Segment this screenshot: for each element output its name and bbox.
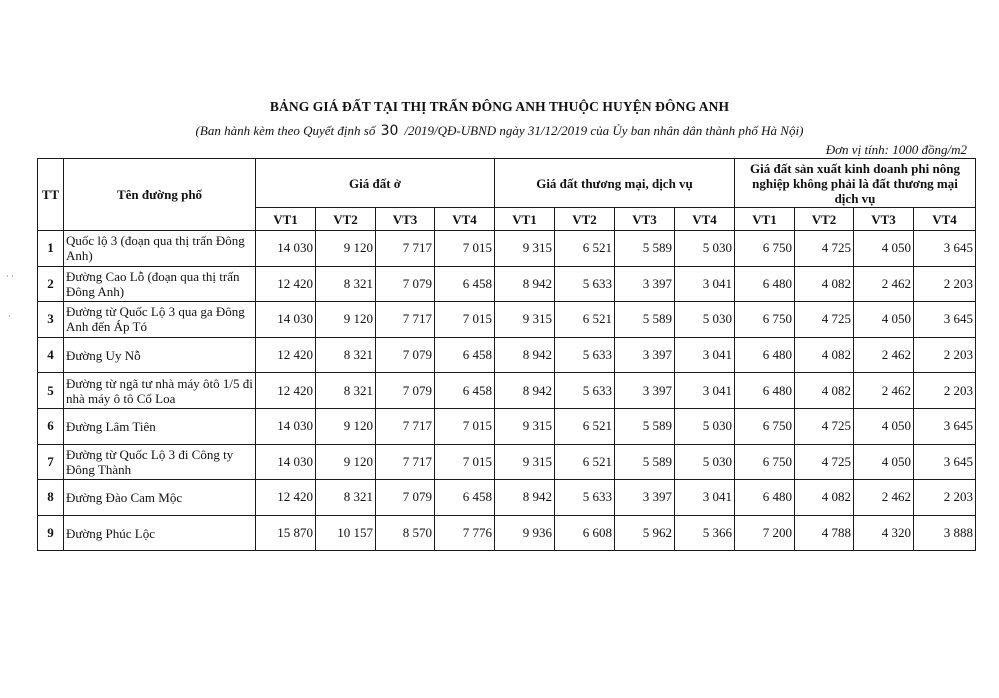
street-name: Đường Đào Cam Mộc (64, 480, 256, 516)
scan-artifact: · · (6, 272, 14, 281)
price-cell: 4 725 (795, 231, 854, 267)
price-cell: 6 521 (555, 444, 615, 480)
price-cell: 3 041 (675, 337, 735, 373)
price-cell: 6 750 (735, 444, 795, 480)
land-price-table (37, 158, 976, 551)
price-cell: 3 645 (914, 302, 976, 338)
header-commercial-land: Giá đất thương mại, dịch vụ (495, 159, 735, 208)
street-name: Đường Cao Lỗ (đoạn qua thị trấn Đông Anh) (64, 266, 256, 302)
price-cell: 9 315 (495, 302, 555, 338)
price-cell: 6 458 (435, 266, 495, 302)
price-cell: 6 480 (735, 480, 795, 516)
price-cell: 3 888 (914, 515, 976, 551)
table-row (38, 515, 976, 551)
table-row (38, 408, 976, 444)
price-cell: 3 397 (615, 480, 675, 516)
price-cell: 6 458 (435, 480, 495, 516)
price-cell: 8 942 (495, 373, 555, 409)
price-cell: 3 397 (615, 266, 675, 302)
subtitle-suffix: /2019/QĐ-UBND ngày 31/12/2019 của Ủy ban nhân dân thành phố Hà Nội) (404, 123, 804, 138)
price-cell: 7 079 (376, 266, 435, 302)
price-cell: 5 589 (615, 302, 675, 338)
price-cell: 4 725 (795, 444, 854, 480)
price-cell: 4 050 (854, 444, 914, 480)
price-cell: 9 120 (316, 302, 376, 338)
price-cell: 4 050 (854, 231, 914, 267)
price-cell: 9 315 (495, 408, 555, 444)
price-cell: 2 203 (914, 373, 976, 409)
price-cell: 2 462 (854, 373, 914, 409)
price-cell: 7 015 (435, 444, 495, 480)
price-cell: 3 041 (675, 480, 735, 516)
document-subtitle (0, 123, 999, 139)
price-cell: 7 717 (376, 444, 435, 480)
row-number: 9 (38, 515, 64, 551)
street-name: Đường từ Quốc Lộ 3 đi Công ty Đông Thành (64, 444, 256, 480)
price-cell: 5 633 (555, 337, 615, 373)
price-cell: 3 645 (914, 231, 976, 267)
price-cell: 4 082 (795, 337, 854, 373)
header-position: VT2 (316, 208, 376, 231)
price-cell: 8 321 (316, 266, 376, 302)
price-cell: 5 366 (675, 515, 735, 551)
price-cell: 3 041 (675, 373, 735, 409)
price-cell: 4 725 (795, 408, 854, 444)
price-cell: 3 041 (675, 266, 735, 302)
street-name: Đường Phúc Lộc (64, 515, 256, 551)
price-cell: 7 079 (376, 373, 435, 409)
row-number: 5 (38, 373, 64, 409)
header-street-name: Tên đường phố (64, 159, 256, 231)
price-cell: 7 079 (376, 337, 435, 373)
price-cell: 10 157 (316, 515, 376, 551)
decision-number: 30 (380, 123, 399, 139)
row-number: 7 (38, 444, 64, 480)
price-cell: 9 120 (316, 444, 376, 480)
price-cell: 6 608 (555, 515, 615, 551)
street-name: Đường Lâm Tiên (64, 408, 256, 444)
document-title: BẢNG GIÁ ĐẤT TẠI THỊ TRẤN ĐÔNG ANH THUỘC HUYỆN ĐÔNG ANH (269, 99, 730, 114)
header-position: VT2 (555, 208, 615, 231)
header-position: VT2 (795, 208, 854, 231)
price-cell: 6 480 (735, 266, 795, 302)
price-cell: 4 320 (854, 515, 914, 551)
row-number: 6 (38, 408, 64, 444)
price-cell: 5 633 (555, 373, 615, 409)
price-cell: 8 321 (316, 480, 376, 516)
price-cell: 2 203 (914, 480, 976, 516)
price-cell: 4 050 (854, 408, 914, 444)
price-cell: 3 397 (615, 337, 675, 373)
price-cell: 9 120 (316, 231, 376, 267)
price-cell: 3 397 (615, 373, 675, 409)
price-cell: 6 458 (435, 337, 495, 373)
price-cell: 5 030 (675, 444, 735, 480)
price-cell: 14 030 (256, 444, 316, 480)
table-row (38, 480, 976, 516)
price-cell: 5 589 (615, 444, 675, 480)
unit-label: Đơn vị tính: 1000 đồng/m2 (825, 142, 967, 157)
header-position: VT1 (735, 208, 795, 231)
price-cell: 8 942 (495, 480, 555, 516)
price-cell: 4 725 (795, 302, 854, 338)
price-cell: 9 120 (316, 408, 376, 444)
price-cell: 7 776 (435, 515, 495, 551)
price-cell: 4 050 (854, 302, 914, 338)
table-row (38, 444, 976, 480)
table-row (38, 337, 976, 373)
price-cell: 4 788 (795, 515, 854, 551)
price-cell: 12 420 (256, 266, 316, 302)
price-cell: 9 315 (495, 444, 555, 480)
price-cell: 6 521 (555, 408, 615, 444)
price-cell: 2 203 (914, 337, 976, 373)
price-cell: 6 750 (735, 302, 795, 338)
price-cell: 6 750 (735, 231, 795, 267)
header-nonagri-production-land: Giá đất sản xuất kinh doanh phi nông nghiệp không phải là đất thương mại dịch vụ (735, 159, 976, 208)
price-cell: 12 420 (256, 480, 316, 516)
row-number: 2 (38, 266, 64, 302)
price-cell: 5 633 (555, 480, 615, 516)
subtitle-prefix: (Ban hành kèm theo Quyết định số (195, 123, 376, 138)
price-cell: 14 030 (256, 408, 316, 444)
price-cell: 3 645 (914, 444, 976, 480)
header-position: VT4 (675, 208, 735, 231)
price-cell: 7 015 (435, 408, 495, 444)
header-position: VT4 (914, 208, 976, 231)
price-cell: 7 717 (376, 231, 435, 267)
price-cell: 6 480 (735, 337, 795, 373)
price-cell: 2 462 (854, 337, 914, 373)
header-position: VT3 (615, 208, 675, 231)
header-position: VT1 (495, 208, 555, 231)
table-row (38, 266, 976, 302)
price-cell: 2 462 (854, 480, 914, 516)
price-cell: 5 030 (675, 231, 735, 267)
price-cell: 2 462 (854, 266, 914, 302)
price-cell: 14 030 (256, 302, 316, 338)
scan-artifact: · (8, 312, 11, 321)
price-cell: 4 082 (795, 266, 854, 302)
price-cell: 8 942 (495, 337, 555, 373)
price-cell: 12 420 (256, 337, 316, 373)
header-position: VT3 (854, 208, 914, 231)
header-residential-land: Giá đất ở (256, 159, 495, 208)
price-cell: 7 015 (435, 302, 495, 338)
header-position: VT4 (435, 208, 495, 231)
price-cell: 9 315 (495, 231, 555, 267)
price-cell: 8 321 (316, 337, 376, 373)
price-cell: 5 589 (615, 231, 675, 267)
price-cell: 6 750 (735, 408, 795, 444)
row-number: 3 (38, 302, 64, 338)
price-cell: 5 962 (615, 515, 675, 551)
street-name: Đường từ Quốc Lộ 3 qua ga Đông Anh đến Áp Tó (64, 302, 256, 338)
price-cell: 5 589 (615, 408, 675, 444)
price-cell: 7 079 (376, 480, 435, 516)
price-cell: 5 030 (675, 408, 735, 444)
price-cell: 5 030 (675, 302, 735, 338)
header-position: VT1 (256, 208, 316, 231)
table-row (38, 231, 976, 267)
header-tt: TT (38, 159, 64, 231)
price-cell: 8 570 (376, 515, 435, 551)
table-row (38, 302, 976, 338)
table-row (38, 373, 976, 409)
header-row-groups (38, 159, 976, 208)
price-cell: 5 633 (555, 266, 615, 302)
price-cell: 2 203 (914, 266, 976, 302)
price-cell: 6 521 (555, 231, 615, 267)
price-cell: 8 942 (495, 266, 555, 302)
price-cell: 6 521 (555, 302, 615, 338)
price-cell: 7 200 (735, 515, 795, 551)
header-position: VT3 (376, 208, 435, 231)
price-cell: 8 321 (316, 373, 376, 409)
row-number: 1 (38, 231, 64, 267)
price-cell: 9 936 (495, 515, 555, 551)
price-cell: 6 480 (735, 373, 795, 409)
price-cell: 4 082 (795, 480, 854, 516)
price-cell: 15 870 (256, 515, 316, 551)
street-name: Đường từ ngã tư nhà máy ôtô 1/5 đi nhà máy ô tô Cổ Loa (64, 373, 256, 409)
row-number: 4 (38, 337, 64, 373)
price-cell: 7 717 (376, 408, 435, 444)
price-cell: 12 420 (256, 373, 316, 409)
row-number: 8 (38, 480, 64, 516)
price-cell: 6 458 (435, 373, 495, 409)
table-body (38, 231, 976, 551)
street-name: Quốc lộ 3 (đoạn qua thị trấn Đông Anh) (64, 231, 256, 267)
price-cell: 7 717 (376, 302, 435, 338)
price-cell: 7 015 (435, 231, 495, 267)
street-name: Đường Uy Nỗ (64, 337, 256, 373)
price-cell: 4 082 (795, 373, 854, 409)
price-cell: 14 030 (256, 231, 316, 267)
price-cell: 3 645 (914, 408, 976, 444)
